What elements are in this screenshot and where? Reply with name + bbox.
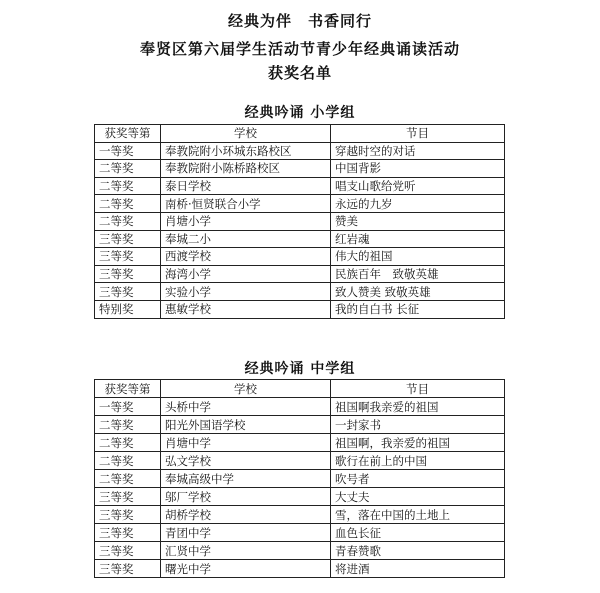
table-row (95, 248, 505, 266)
table-row (95, 416, 505, 434)
title-line-3: 获奖名单 (267, 64, 332, 82)
award-level-cell: 三等奖 (95, 560, 161, 578)
school-cell: 奉教院附小陈桥路校区 (161, 160, 331, 178)
title-line-1: 经典为伴 书香同行 (227, 12, 372, 30)
award-level-cell: 二等奖 (95, 212, 161, 230)
table-row (95, 506, 505, 524)
school-cell: 汇贤中学 (161, 542, 331, 560)
table-row (95, 265, 505, 283)
program-cell: 歌行在前上的中国 (331, 452, 505, 470)
table-row (95, 195, 505, 213)
section-title-secondary: 经典吟诵 中学组 (244, 361, 356, 377)
table-header-row (95, 380, 505, 398)
table-row (95, 177, 505, 195)
award-level-cell: 二等奖 (95, 416, 161, 434)
program-cell: 祖国啊，我亲爱的祖国 (331, 434, 505, 452)
table-row (95, 142, 505, 160)
table-row (95, 452, 505, 470)
program-cell: 一封家书 (331, 416, 505, 434)
table-row (95, 470, 505, 488)
award-level-cell: 三等奖 (95, 265, 161, 283)
header-program: 节目 (331, 125, 505, 143)
table-header-row (95, 125, 505, 143)
award-level-cell: 二等奖 (95, 195, 161, 213)
table-row (95, 542, 505, 560)
table-row (95, 398, 505, 416)
award-level-cell: 三等奖 (95, 283, 161, 301)
table-row (95, 434, 505, 452)
award-level-cell: 三等奖 (95, 248, 161, 266)
school-cell: 西渡学校 (161, 248, 331, 266)
school-cell: 邬厂学校 (161, 488, 331, 506)
school-cell: 胡桥学校 (161, 506, 331, 524)
program-cell: 血色长征 (331, 524, 505, 542)
program-cell: 红岩魂 (331, 230, 505, 248)
award-level-cell: 二等奖 (95, 177, 161, 195)
table-row (95, 524, 505, 542)
program-cell: 青春赞歌 (331, 542, 505, 560)
award-level-cell: 三等奖 (95, 542, 161, 560)
award-level-cell: 二等奖 (95, 452, 161, 470)
school-cell: 奉教院附小环城东路校区 (161, 142, 331, 160)
program-cell: 我的自白书 长征 (331, 300, 505, 318)
school-cell: 曙光中学 (161, 560, 331, 578)
table-row (95, 212, 505, 230)
school-cell: 海湾小学 (161, 265, 331, 283)
award-level-cell: 二等奖 (95, 470, 161, 488)
program-cell: 祖国啊我亲爱的祖国 (331, 398, 505, 416)
school-cell: 青团中学 (161, 524, 331, 542)
table-row (95, 283, 505, 301)
awards-table-primary (94, 124, 505, 319)
table-row (95, 230, 505, 248)
awards-table-secondary (94, 379, 505, 578)
program-cell: 唱支山歌给党听 (331, 177, 505, 195)
school-cell: 泰日学校 (161, 177, 331, 195)
header-school: 学校 (161, 380, 331, 398)
program-cell: 雪，落在中国的土地上 (331, 506, 505, 524)
award-level-cell: 三等奖 (95, 488, 161, 506)
school-cell: 肖塘小学 (161, 212, 331, 230)
program-cell: 大丈夫 (331, 488, 505, 506)
award-level-cell: 二等奖 (95, 160, 161, 178)
header-award-level: 获奖等第 (95, 125, 161, 143)
award-level-cell: 一等奖 (95, 142, 161, 160)
program-cell: 致人赞美 致敬英雄 (331, 283, 505, 301)
program-cell: 永远的九岁 (331, 195, 505, 213)
program-cell: 伟大的祖国 (331, 248, 505, 266)
program-cell: 吹号者 (331, 470, 505, 488)
school-cell: 头桥中学 (161, 398, 331, 416)
school-cell: 奉城高级中学 (161, 470, 331, 488)
award-level-cell: 特别奖 (95, 300, 161, 318)
school-cell: 弘文学校 (161, 452, 331, 470)
award-level-cell: 三等奖 (95, 506, 161, 524)
school-cell: 阳光外国语学校 (161, 416, 331, 434)
header-award-level: 获奖等第 (95, 380, 161, 398)
program-cell: 穿越时空的对话 (331, 142, 505, 160)
school-cell: 奉城二小 (161, 230, 331, 248)
award-level-cell: 二等奖 (95, 434, 161, 452)
school-cell: 实验小学 (161, 283, 331, 301)
table-row (95, 560, 505, 578)
program-cell: 民族百年 致敬英雄 (331, 265, 505, 283)
table-row (95, 488, 505, 506)
school-cell: 惠敏学校 (161, 300, 331, 318)
section-title-primary: 经典吟诵 小学组 (244, 105, 356, 121)
table-row (95, 160, 505, 178)
award-level-cell: 三等奖 (95, 230, 161, 248)
school-cell: 肖塘中学 (161, 434, 331, 452)
school-cell: 南桥·恒贤联合小学 (161, 195, 331, 213)
program-cell: 中国背影 (331, 160, 505, 178)
title-line-2: 奉贤区第六届学生活动节青少年经典诵读活动 (139, 40, 460, 58)
header-program: 节目 (331, 380, 505, 398)
program-cell: 将进酒 (331, 560, 505, 578)
table-row (95, 300, 505, 318)
award-level-cell: 一等奖 (95, 398, 161, 416)
award-level-cell: 三等奖 (95, 524, 161, 542)
header-school: 学校 (161, 125, 331, 143)
program-cell: 赞美 (331, 212, 505, 230)
